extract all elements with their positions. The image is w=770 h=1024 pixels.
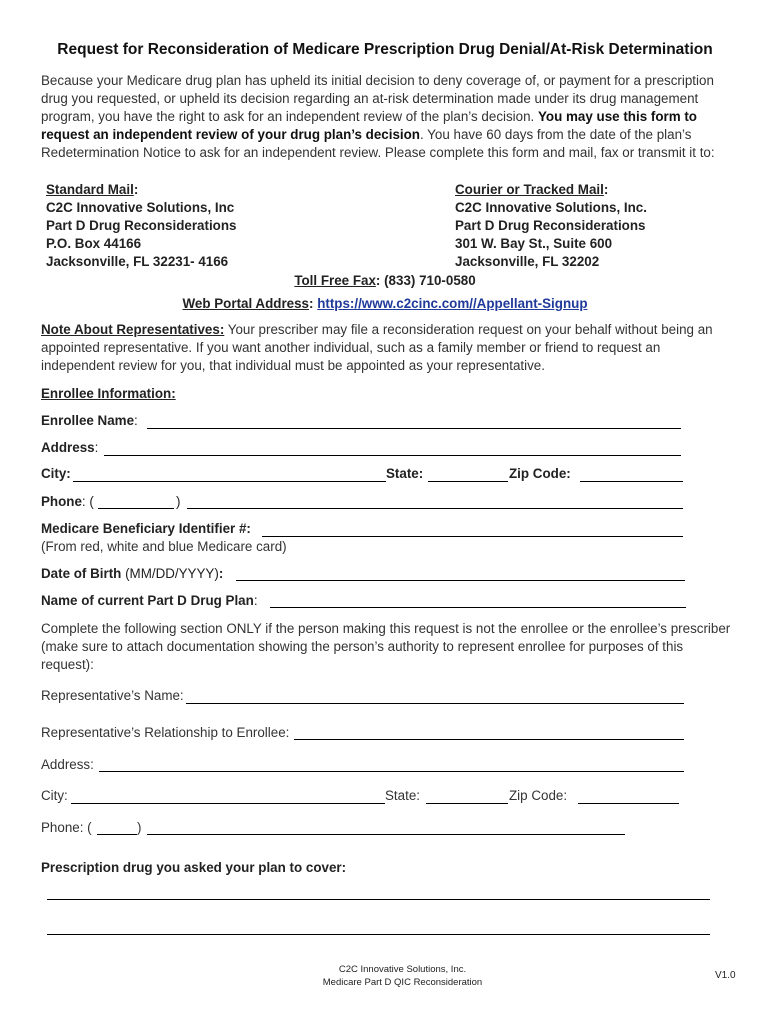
enrollee-name-colon: :	[134, 413, 138, 428]
enrollee-address-label	[41, 440, 98, 455]
footer-line1: C2C Innovative Solutions, Inc.	[338, 964, 467, 975]
enrollee-address-colon: :	[94, 440, 99, 455]
standard-mail-heading: Standard Mail	[46, 182, 134, 197]
portal-colon: :	[309, 296, 318, 311]
note-label: Note About Representatives:	[41, 322, 225, 337]
standard-mail-line2: Part D Drug Reconsiderations	[46, 218, 237, 233]
representative-instructions: Complete the following section ONLY if the person making this request is not the enrollee or the enrollee’s prescriber (make sure to attach documentation showing the person’s authority to represent enrollee for purposes of this request):	[41, 621, 731, 672]
rep-city-label: City:	[41, 788, 68, 803]
enrollee-phone-field[interactable]	[187, 508, 683, 509]
standard-mail-line3: P.O. Box 44166	[46, 236, 142, 251]
mbi-field[interactable]	[262, 536, 683, 537]
rep-phone-close: )	[137, 820, 142, 835]
enrollee-phone-label	[41, 494, 94, 509]
courier-mail-line2: Part D Drug Reconsiderations	[455, 218, 646, 233]
plan-name-colon: :	[253, 593, 258, 608]
enrollee-address-text: Address	[41, 440, 95, 455]
standard-mail-address	[46, 181, 236, 271]
courier-mail-line4: Jacksonville, FL 32202	[455, 254, 600, 269]
enrollee-phone-open: : (	[81, 494, 94, 509]
courier-mail-line3: 301 W. Bay St., Suite 600	[455, 236, 613, 251]
portal-label: Web Portal Address	[182, 296, 309, 311]
enrollee-address-field[interactable]	[104, 455, 681, 456]
enrollee-section-heading: Enrollee Information:	[41, 386, 176, 401]
prescription-drug-heading: Prescription drug you asked your plan to cover:	[41, 860, 347, 875]
rep-phone-field[interactable]	[147, 834, 625, 835]
courier-mail-address	[455, 181, 647, 271]
standard-mail-colon: :	[133, 182, 139, 197]
rep-relationship-field[interactable]	[294, 739, 684, 740]
page-footer	[0, 963, 770, 989]
enrollee-state-text: State:	[386, 466, 424, 481]
enrollee-name-field[interactable]	[147, 428, 681, 429]
mbi-text: Medicare Beneficiary Identifier #:	[41, 521, 251, 536]
dob-text: Date of Birth	[41, 566, 122, 581]
enrollee-city-label	[41, 466, 71, 481]
enrollee-name-label	[41, 413, 138, 428]
intro-bold-text: You may use this form to request an independent review of your drug plan’s decision	[41, 109, 697, 142]
enrollee-name-text: Enrollee Name	[41, 413, 135, 428]
representatives-note	[41, 321, 731, 375]
note-text: Your prescriber may file a reconsideration request on your behalf without being an appointed representative. If you want another individual, such as a family member or friend to request an independent review for you, that individual must be appointed as your representative.	[41, 322, 713, 373]
plan-name-field[interactable]	[270, 607, 686, 608]
enrollee-zip-field[interactable]	[580, 481, 683, 482]
rep-name-field[interactable]	[186, 703, 684, 704]
portal-line	[0, 296, 770, 311]
enrollee-city-text: City:	[41, 466, 71, 481]
fax-label: Toll Free Fax	[294, 273, 376, 288]
intro-text-2: . You have 60 days from the date of the plan’s Redetermination Notice to ask for an independent review. Please complete this form and mail, fax or transmit it to:	[41, 127, 715, 160]
rep-relationship-label: Representative’s Relationship to Enrollee:	[41, 725, 290, 740]
dob-format: (MM/DD/YYYY)	[121, 566, 219, 581]
rep-address-label: Address:	[41, 757, 94, 772]
rep-phone-area-field[interactable]	[97, 834, 137, 835]
enrollee-phone-text: Phone	[41, 494, 82, 509]
rep-phone-open: Phone: (	[41, 820, 92, 835]
fax-line	[0, 273, 770, 288]
enrollee-state-label	[386, 466, 423, 481]
dob-field[interactable]	[236, 580, 685, 581]
enrollee-phone-area-field[interactable]	[98, 508, 174, 509]
drug-line-2[interactable]	[47, 934, 710, 935]
intro-text-1: Because your Medicare drug plan has upheld its initial decision to deny coverage of, or payment for a prescription drug you requested, or upheld its decision regarding an at-risk determination made under its drug management program, you have the right to ask for an independent review of the plan’s decision.	[41, 73, 714, 124]
plan-name-label	[41, 593, 258, 608]
footer-line2: Medicare Part D QIC Reconsideration	[322, 977, 483, 988]
courier-mail-line1: C2C Innovative Solutions, Inc.	[455, 200, 647, 215]
enrollee-state-field[interactable]	[428, 481, 508, 482]
rep-state-field[interactable]	[426, 803, 508, 804]
version-label: V1.0	[715, 970, 736, 981]
form-title: Request for Reconsideration of Medicare Prescription Drug Denial/At-Risk Determination	[57, 41, 713, 58]
enrollee-city-field[interactable]	[73, 481, 386, 482]
rep-zip-label: Zip Code:	[509, 788, 568, 803]
mbi-label	[41, 521, 251, 536]
rep-address-field[interactable]	[99, 771, 684, 772]
standard-mail-line1: C2C Innovative Solutions, Inc	[46, 200, 235, 215]
drug-line-1[interactable]	[47, 899, 710, 900]
standard-mail-line4: Jacksonville, FL 32231- 4166	[46, 254, 229, 269]
enrollee-phone-close: )	[176, 494, 181, 509]
rep-city-field[interactable]	[71, 803, 385, 804]
fax-number: : (833) 710-0580	[375, 273, 476, 288]
courier-mail-heading: Courier or Tracked Mail	[455, 182, 604, 197]
rep-name-label: Representative’s Name:	[41, 688, 184, 703]
intro-paragraph	[41, 72, 731, 162]
enrollee-zip-label	[509, 466, 571, 481]
dob-label	[41, 566, 223, 581]
rep-zip-field[interactable]	[578, 803, 679, 804]
rep-state-label: State:	[385, 788, 420, 803]
mbi-hint: (From red, white and blue Medicare card)	[41, 539, 287, 554]
dob-colon: :	[218, 566, 224, 581]
enrollee-zip-text: Zip Code:	[509, 466, 571, 481]
courier-mail-colon: :	[603, 182, 609, 197]
plan-name-text: Name of current Part D Drug Plan	[41, 593, 254, 608]
portal-link[interactable]: https://www.c2cinc.com//Appellant-Signup	[317, 296, 588, 311]
